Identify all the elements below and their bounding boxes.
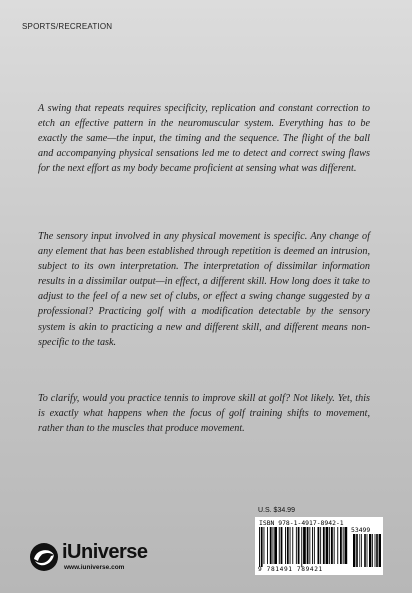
barcode-bar bbox=[279, 527, 280, 564]
blurb-paragraph-3: To clarify, would you practice tennis to improve skill at golf? Not likely. Yet, this is exactly what happens when the focus of golf training shifts to movement, rather than to the muscles that produce movement. bbox=[38, 393, 370, 435]
addon-bar bbox=[379, 534, 381, 567]
addon-bar bbox=[372, 534, 373, 567]
barcode-bar bbox=[301, 527, 302, 567]
barcode-bar bbox=[318, 527, 320, 564]
barcode-bar bbox=[264, 527, 265, 564]
publisher-name: iUniverse bbox=[62, 541, 148, 563]
barcode-bar bbox=[298, 527, 300, 564]
barcode-bar bbox=[296, 527, 297, 564]
price-addon-code: 53499 bbox=[351, 526, 371, 534]
barcode-bar bbox=[290, 527, 291, 564]
publisher-url: www.iuniverse.com bbox=[64, 564, 125, 571]
addon-bar bbox=[369, 534, 371, 567]
barcode-bar bbox=[261, 527, 263, 567]
barcode-bar bbox=[345, 527, 348, 564]
barcode-bar bbox=[326, 527, 329, 564]
barcode-bar bbox=[312, 527, 313, 564]
addon-bar bbox=[359, 534, 360, 567]
barcode-bar bbox=[292, 527, 293, 564]
category-label: SPORTS/RECREATION bbox=[22, 22, 113, 31]
barcode-bar bbox=[259, 527, 260, 567]
blurb-paragraph-1: A swing that repeats requires specificity, replication and constant correction to etch an effective pattern in the neuromuscular system. Everything has to be exactly the same—the input, the timing and the sequence. The flight of the ball and accompanying physical sensations led me to detect and correct swing flaws for the next effort as my body became proficient at sensing what was different. bbox=[38, 103, 370, 175]
barcode-bar bbox=[340, 527, 342, 564]
barcode-bar bbox=[309, 527, 310, 564]
blurb-paragraph-2: The sensory input involved in any physical movement is specific. Any change of any element that has been established through repetition is deemed an intrusion, subject to its own interpretation. The interpretation of dissimilar information results in a dissimilar output—in effect, a different skill. How long does it take to adjust to the feel of a new set of clubs, or effect a swing change suggested by a professional? Practicing golf with a modification detectable by the sensory system is akin to practicing a new and different skill, and different means non-specific to the task. bbox=[38, 231, 370, 348]
barcode-digits: 9 781491 789421 bbox=[258, 566, 323, 573]
barcode-bar bbox=[287, 527, 289, 564]
isbn-number: ISBN 978-1-4917-8942-1 bbox=[259, 519, 344, 527]
publisher-logo bbox=[28, 541, 168, 575]
barcode-bars bbox=[259, 527, 381, 567]
barcode-bar bbox=[329, 527, 330, 564]
barcode-bar bbox=[274, 527, 277, 564]
barcode-bar bbox=[285, 527, 286, 564]
addon-bar bbox=[375, 534, 376, 567]
addon-bar bbox=[353, 534, 355, 567]
price-label: U.S. $34.99 bbox=[258, 507, 295, 514]
barcode-bar bbox=[323, 527, 325, 564]
barcode-bar bbox=[307, 527, 309, 564]
barcode-bar bbox=[337, 527, 338, 564]
addon-bar bbox=[367, 534, 368, 567]
iuniverse-swirl-icon bbox=[28, 541, 60, 573]
barcode-bar bbox=[343, 527, 344, 564]
barcode-bar bbox=[267, 527, 268, 564]
addon-bar bbox=[364, 534, 366, 567]
barcode-bar bbox=[320, 527, 321, 564]
addon-bar bbox=[356, 534, 358, 567]
barcode-bar bbox=[314, 527, 315, 564]
barcode-bar bbox=[303, 527, 306, 564]
barcode-bar bbox=[334, 527, 335, 564]
addon-bar bbox=[361, 534, 362, 567]
barcode-bar bbox=[273, 527, 274, 564]
barcode-bar bbox=[270, 527, 272, 564]
addon-bar bbox=[376, 534, 378, 567]
barcode-bar bbox=[331, 527, 333, 564]
barcode-bar bbox=[281, 527, 283, 564]
isbn-barcode bbox=[255, 517, 383, 575]
